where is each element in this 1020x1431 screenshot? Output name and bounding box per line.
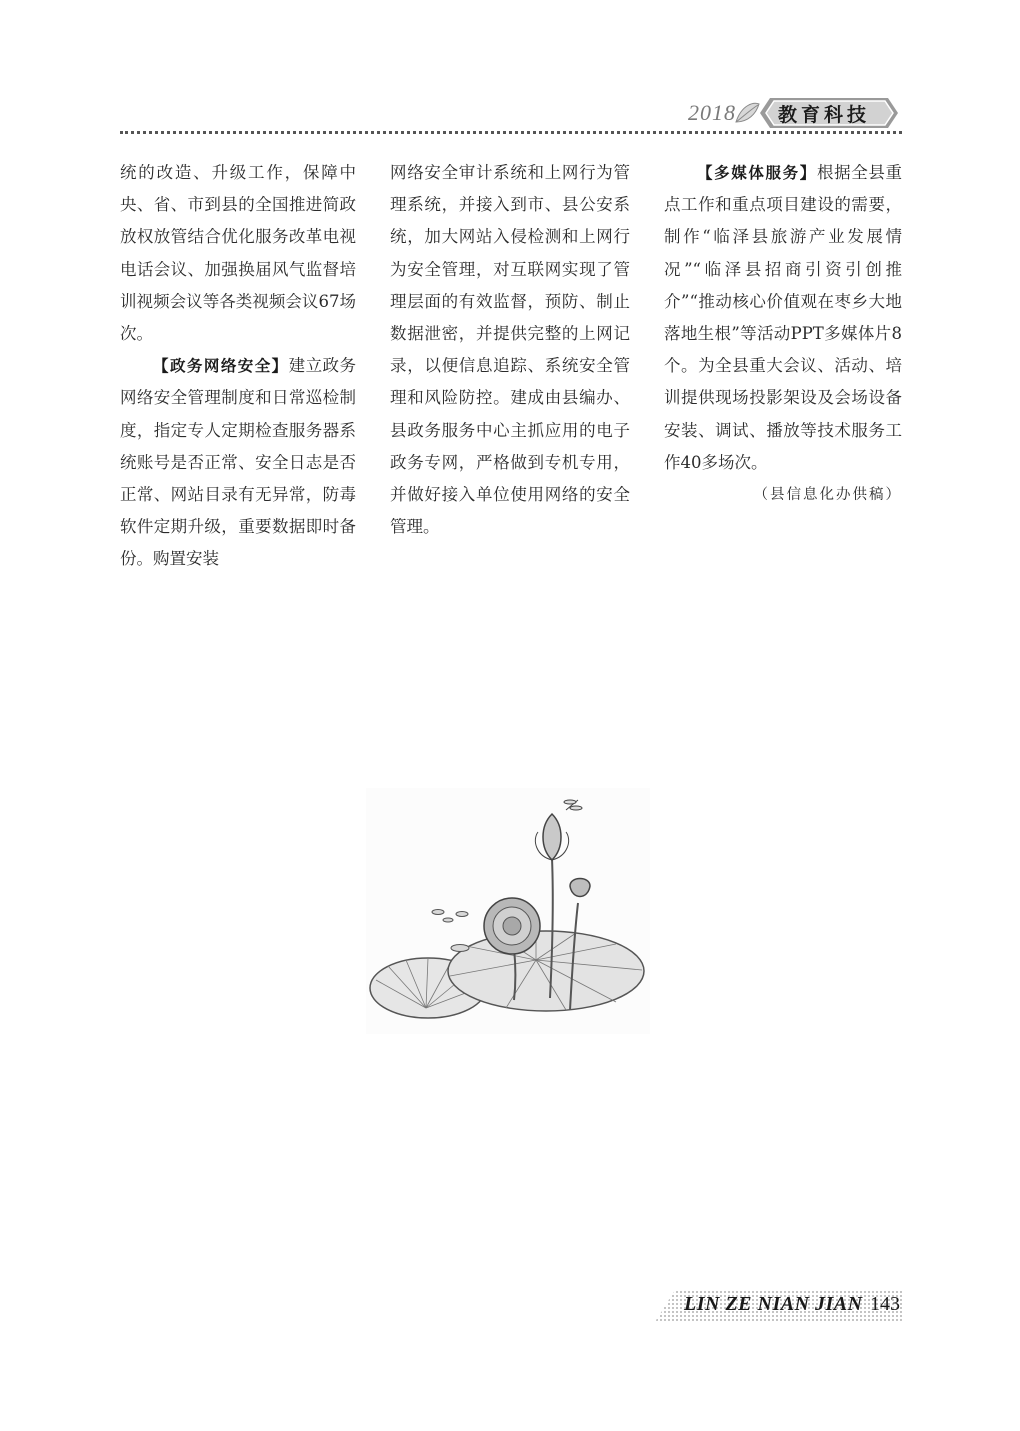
- section-title: 教育科技: [778, 104, 871, 126]
- paragraph: 统的改造、升级工作，保障中央、省、市到县的全国推进简政放权放管结合优化服务改革电视电话会议、加强换届风气监督培训视频会议等各类视频会议67场次。: [120, 163, 356, 344]
- paragraph: 网络安全审计系统和上网行为管理系统，并接入到市、县公安系统，加大网站入侵检测和上网行为安全管理，对互联网实现了管理层面的有效监督，预防、制止数据泄密，并提供完整的上网记录，以便信息追踪、系统安全管理和风险防控。建成由县编办、县政务服务中心主抓应用的电子政务专网，严格做到专机专用，并做好接入单位使用网络的安全管理。: [390, 163, 630, 537]
- source-credit: （县信息化办供稿）: [753, 487, 902, 504]
- paragraph-text: 建立政务网络安全管理制度和日常巡检制度，指定专人定期检查服务器系统账号是否正常、安全日志是否正常、网站目录有无异常，防毒软件定期升级，重要数据即时备份。购置安装: [120, 356, 356, 569]
- paragraph: [120, 350, 356, 575]
- lotus-flower: [484, 898, 540, 954]
- text-column-2: [390, 157, 630, 543]
- lotus-leaf-right: [448, 931, 644, 1011]
- journal-name: LIN ZE NIAN JIAN: [684, 1293, 863, 1315]
- leaf-ornament-icon: [732, 98, 762, 128]
- lotus-seed-pod: [570, 879, 590, 897]
- section-heading: 【多媒体服务】: [697, 164, 817, 182]
- page-number: 143: [870, 1293, 900, 1315]
- text-column-1: [120, 157, 356, 576]
- paragraph-text: 根据全县重点工作和重点项目建设的需要，制作“临泽县旅游产业发展情况”“临泽县招商引资引创推介”“推动核心价值观在枣乡大地落地生根”等活动PPT多媒体片8个。为全县重大会议、活动、培训提供现场投影架设及会场设备安装、调试、播放等技术服务工作40多场次。: [664, 163, 902, 472]
- paragraph: [664, 157, 902, 479]
- header-divider: [120, 131, 902, 134]
- text-column-3: [664, 157, 902, 511]
- lotus-illustration-icon: [366, 788, 650, 1034]
- page-header: [0, 0, 1020, 140]
- year-label: 2018: [688, 100, 736, 125]
- section-heading: 【政务网络安全】: [153, 357, 289, 376]
